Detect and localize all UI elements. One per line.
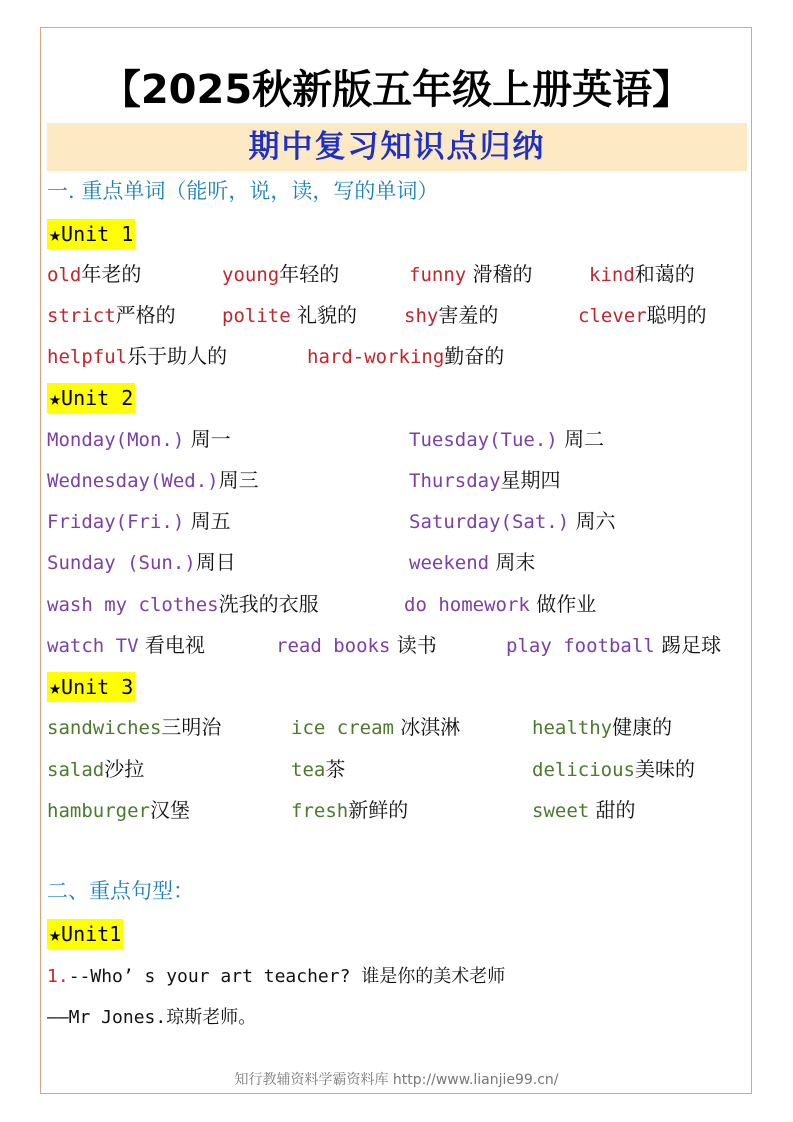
word-cn: 踢足球 [654, 633, 722, 657]
word-cn: 周一 [184, 427, 231, 451]
word-cn: 读书 [390, 633, 437, 657]
unit2-row-1 [0, 423, 793, 455]
word-cn: 汉堡 [149, 798, 190, 822]
word-en: watch TV [47, 635, 139, 657]
word-cn: 周末 [489, 550, 536, 574]
word-item [47, 340, 227, 373]
word-en: funny [409, 264, 467, 286]
word-cn: 年轻的 [279, 262, 340, 286]
unit2-row-6 [0, 629, 793, 661]
unit2-row-5 [0, 588, 793, 620]
word-item [47, 629, 205, 662]
word-en: healthy [532, 717, 613, 739]
word-cn: 洗我的衣服 [218, 592, 319, 616]
word-item [47, 299, 176, 332]
footer-watermark: 知行教辅资料学霸资料库 http://www.lianjie99.cn/ [234, 1072, 559, 1088]
unit2-row-3 [0, 505, 793, 537]
word-en: delicious [532, 759, 635, 781]
unit3-label: ★Unit 3 [47, 672, 135, 702]
word-cn: 礼貌的 [290, 303, 357, 327]
page-subtitle: 期中复习知识点归纳 [248, 129, 546, 165]
word-cn: 乐于助人的 [127, 344, 228, 368]
unit2-row-2 [0, 464, 793, 496]
word-en: wash my clothes [47, 594, 219, 616]
unit2-row-4 [0, 546, 793, 578]
word-cn: 年老的 [81, 262, 142, 286]
word-item [409, 546, 535, 579]
word-en: play football [506, 635, 655, 657]
sentence-answer [47, 1000, 256, 1034]
word-cn: 周二 [557, 427, 605, 451]
word-item [47, 711, 221, 744]
word-en: fresh [291, 800, 349, 822]
word-cn: 勤奋的 [444, 344, 505, 368]
word-en: young [222, 264, 280, 286]
unit3-row-1 [0, 711, 793, 743]
section-heading-words: 一. 重点单词（能听，说，读，写的单词） [47, 179, 439, 203]
word-item [47, 794, 190, 827]
word-en: Tuesday(Tue.) [409, 429, 558, 451]
word-cn: 甜的 [589, 798, 636, 822]
word-en: do homework [404, 594, 530, 616]
word-cn: 严格的 [115, 303, 176, 327]
unit2-label: ★Unit 2 [47, 383, 135, 413]
word-item [404, 299, 498, 332]
word-item [532, 753, 695, 786]
section-heading-sentences: 二、重点句型： [47, 879, 194, 903]
word-en: sweet [532, 800, 590, 822]
word-en: kind [589, 264, 635, 286]
word-en: shy [404, 305, 439, 327]
word-item [532, 794, 636, 827]
word-item [409, 464, 561, 497]
word-item [409, 505, 616, 538]
sentence-text: --Who’ s your art teacher? 谁是你的美术老师 [68, 966, 506, 987]
word-item [47, 464, 259, 497]
unit1-label: ★Unit 1 [47, 219, 135, 249]
word-cn: 新鲜的 [348, 798, 409, 822]
word-en: ice cream [291, 717, 394, 739]
word-item [222, 299, 357, 332]
word-en: sandwiches [47, 717, 162, 739]
word-en: helpful [47, 346, 128, 368]
page-title: 【2025秋新版五年级上册英语】 [100, 67, 693, 113]
unit3-row-3 [0, 794, 793, 826]
word-item [47, 588, 319, 621]
word-item [578, 299, 707, 332]
word-cn: 聪明的 [646, 303, 707, 327]
word-cn: 害羞的 [438, 303, 499, 327]
sentence-text: ——Mr Jones.琼斯老师。 [47, 1007, 257, 1028]
word-en: Sunday (Sun.) [47, 552, 196, 574]
word-item [291, 753, 345, 786]
word-en: Monday(Mon.) [47, 429, 185, 451]
word-en: hamburger [47, 800, 150, 822]
word-cn: 滑稽的 [466, 262, 533, 286]
unit3-row-2 [0, 753, 793, 785]
word-en: salad [47, 759, 105, 781]
word-cn: 三明治 [161, 715, 222, 739]
word-en: read books [276, 635, 391, 657]
word-item [291, 711, 460, 744]
word-item [222, 258, 339, 291]
word-en: hard-working [307, 346, 445, 368]
word-cn: 做作业 [529, 592, 597, 616]
word-en: weekend [409, 552, 490, 574]
word-cn: 看电视 [138, 633, 205, 657]
word-cn: 健康的 [612, 715, 673, 739]
word-item [47, 753, 144, 786]
word-cn: 周六 [569, 509, 616, 533]
word-item [409, 423, 604, 456]
word-cn: 茶 [325, 757, 346, 781]
word-en: Thursday [409, 470, 501, 492]
unit1-row-3 [0, 340, 793, 372]
word-cn: 和蔼的 [634, 262, 695, 286]
sentence-number: 1. [47, 966, 69, 987]
word-en: strict [47, 305, 116, 327]
word-cn: 周三 [218, 468, 259, 492]
word-item [589, 258, 695, 291]
word-en: Friday(Fri.) [47, 511, 185, 533]
word-item [409, 258, 533, 291]
word-cn: 冰淇淋 [393, 715, 461, 739]
word-item [404, 588, 596, 621]
word-item [291, 794, 408, 827]
word-en: old [47, 264, 82, 286]
sentence-question [47, 959, 505, 993]
unit1-row-2 [0, 299, 793, 331]
word-cn: 沙拉 [104, 757, 145, 781]
unit1-row-1 [0, 258, 793, 290]
word-en: tea [291, 759, 326, 781]
word-item [47, 423, 231, 456]
unit1-sentences-label: ★Unit1 [47, 919, 123, 949]
word-cn: 星期四 [500, 468, 561, 492]
word-cn: 周五 [184, 509, 231, 533]
word-en: polite [222, 305, 291, 327]
word-en: clever [578, 305, 647, 327]
word-cn: 周日 [195, 550, 236, 574]
word-en: Saturday(Sat.) [409, 511, 570, 533]
word-item [47, 258, 141, 291]
word-item [276, 629, 437, 662]
word-cn: 美味的 [634, 757, 695, 781]
word-item [47, 546, 236, 579]
word-item [506, 629, 721, 662]
word-item [307, 340, 504, 373]
word-item [47, 505, 231, 538]
word-en: Wednesday(Wed.) [47, 470, 219, 492]
word-item [532, 711, 672, 744]
